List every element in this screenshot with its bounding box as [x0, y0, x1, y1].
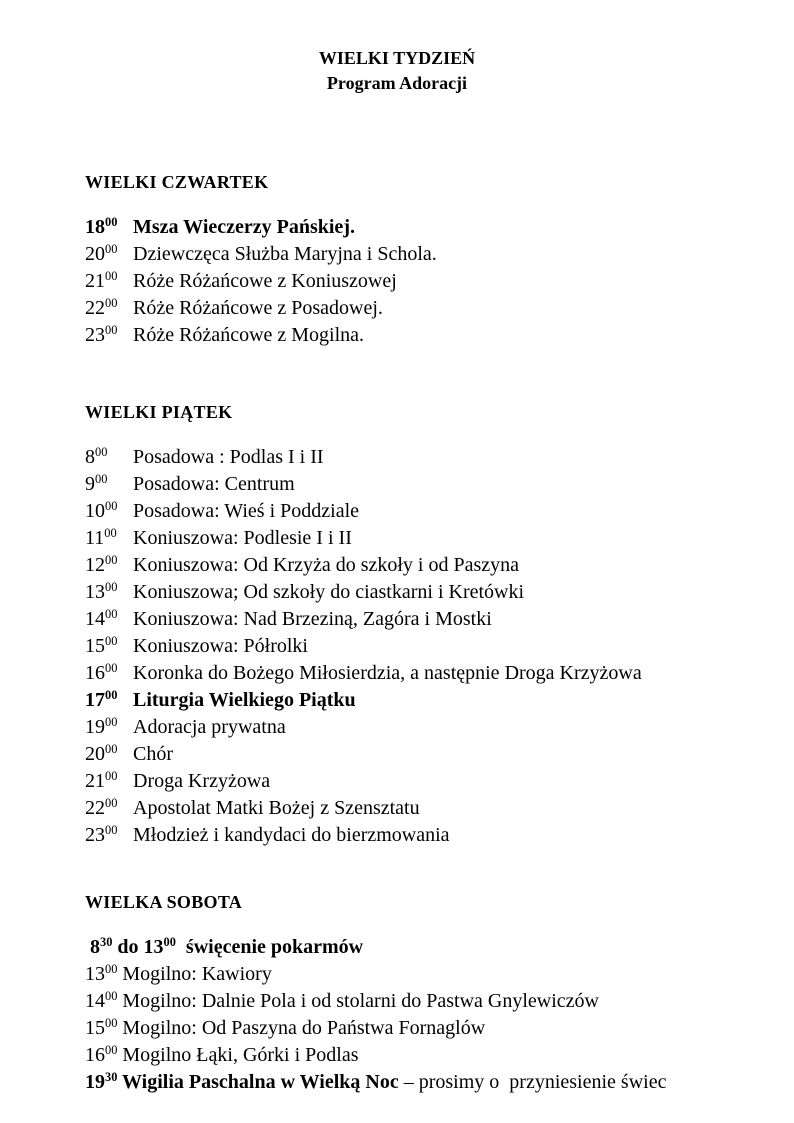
schedule-item — [85, 796, 734, 823]
item-text: Koniuszowa: Podlesie I i II — [133, 527, 352, 549]
schedule-item — [85, 215, 734, 242]
schedule-item — [85, 935, 734, 962]
item-time: $13^{00}$ — [85, 962, 118, 985]
item-text: Apostolat Matki Bożej z Szensztatu — [133, 797, 420, 819]
item-text: Koniuszowa: Nad Brzeziną, Zagóra i Mostki — [133, 608, 492, 630]
schedule-item — [85, 962, 734, 989]
item-text: Mogilno: Od Paszyna do Państwa Fornaglów — [117, 1017, 486, 1039]
item-time: $11^{00}$ — [85, 526, 117, 549]
schedule-item — [85, 1070, 734, 1097]
section-heading-czwartek: WIELKI CZWARTEK — [85, 172, 269, 192]
schedule-item — [85, 989, 734, 1016]
schedule-item — [85, 688, 734, 715]
section-heading-sobota: WIELKA SOBOTA — [85, 892, 243, 912]
item-time: $13^{00}$ — [85, 580, 118, 603]
item-text: Msza Wieczerzy Pańskiej. — [133, 216, 355, 238]
item-time: $16^{00}$ — [85, 661, 118, 684]
item-text: Róże Różańcowe z Posadowej. — [133, 297, 383, 319]
schedule-item — [85, 1043, 734, 1070]
item-time: $14^{00}$ — [85, 989, 118, 1012]
item-time: $22^{00}$ — [85, 796, 118, 819]
section-wielki-czwartek — [85, 170, 734, 350]
schedule-item — [85, 580, 734, 607]
item-time: $16^{00}$ — [85, 1043, 118, 1066]
item-time: $22^{00}$ — [85, 296, 118, 319]
schedule-item — [85, 526, 734, 553]
schedule-item — [85, 269, 734, 296]
schedule-list-piatek — [85, 445, 734, 850]
item-text: Koronka do Bożego Miłosierdzia, a następnie Droga Krzyżowa — [133, 662, 642, 684]
item-time: $18^{00}$ — [85, 215, 118, 238]
item-time: $20^{00}$ — [85, 742, 118, 765]
item-text: Chór — [133, 743, 173, 765]
item-time: $17^{00}$ — [85, 688, 118, 711]
schedule-item — [85, 553, 734, 580]
item-text: Dziewczęca Służba Maryjna i Schola. — [133, 243, 437, 265]
schedule-item — [85, 607, 734, 634]
document-subtitle: Program Adoracji — [326, 73, 468, 93]
item-time: $15^{00}$ — [85, 634, 118, 657]
schedule-item — [85, 323, 734, 350]
section-heading-piatek: WIELKI PIĄTEK — [85, 402, 233, 422]
item-text: święcenie pokarmów — [175, 936, 364, 958]
schedule-list-sobota — [85, 935, 734, 1097]
item-text: Wigilia Paschalna w Wielką Noc – prosimy o przyniesienie świec — [117, 1071, 667, 1093]
schedule-item — [85, 445, 734, 472]
item-time: $21^{00}$ — [85, 769, 118, 792]
document-title: WIELKI TYDZIEŃ — [318, 48, 476, 68]
document-title-block — [0, 46, 794, 96]
schedule-item — [85, 499, 734, 526]
item-text: Róże Różańcowe z Koniuszowej — [133, 270, 397, 292]
item-text: Mogilno: Kawiory — [117, 963, 272, 985]
item-text: Posadowa : Podlas I i II — [133, 446, 324, 468]
schedule-item — [85, 296, 734, 323]
item-time: $8^{00}$ — [85, 445, 108, 468]
item-time: $21^{00}$ — [85, 269, 118, 292]
section-wielka-sobota — [85, 890, 734, 1097]
section-wielki-piatek — [85, 400, 734, 850]
item-text: Koniuszowa: Od Krzyża do szkoły i od Paszyna — [133, 554, 520, 576]
item-text: Mogilno: Dalnie Pola i od stolarni do Pastwa Gnylewiczów — [117, 990, 599, 1012]
item-text: Adoracja prywatna — [133, 716, 286, 738]
item-text: Koniuszowa; Od szkoły do ciastkarni i Kretówki — [133, 581, 525, 603]
item-time: $9^{00}$ — [85, 472, 108, 495]
item-text: Róże Różańcowe z Mogilna. — [133, 324, 365, 346]
schedule-item — [85, 634, 734, 661]
item-time: $14^{00}$ — [85, 607, 118, 630]
schedule-item — [85, 242, 734, 269]
item-text: Koniuszowa: Półrolki — [133, 635, 308, 657]
schedule-item — [85, 1016, 734, 1043]
item-time: $15^{00}$ — [85, 1016, 118, 1039]
item-text: Droga Krzyżowa — [133, 770, 271, 792]
schedule-item — [85, 661, 734, 688]
item-text: Mogilno Łąki, Górki i Podlas — [117, 1044, 359, 1066]
schedule-item — [85, 823, 734, 850]
item-text: Liturgia Wielkiego Piątku — [133, 689, 356, 711]
item-time: $20^{00}$ — [85, 242, 118, 265]
schedule-list-czwartek — [85, 215, 734, 350]
item-text: Młodzież i kandydaci do bierzmowania — [133, 824, 450, 846]
item-time: $10^{00}$ — [85, 499, 118, 522]
item-time: $23^{00}$ — [85, 823, 118, 846]
item-time: $12^{00}$ — [85, 553, 118, 576]
item-time: $19^{30}$ — [85, 1070, 118, 1093]
item-text: Posadowa: Wieś i Poddziale — [133, 500, 360, 522]
schedule-item — [85, 742, 734, 769]
schedule-item — [85, 769, 734, 796]
item-time: $19^{00}$ — [85, 715, 118, 738]
item-time: $8^{30}$ do $13^{00}$ — [85, 935, 176, 958]
schedule-item — [85, 715, 734, 742]
item-text: Posadowa: Centrum — [133, 473, 295, 495]
item-time: $23^{00}$ — [85, 323, 118, 346]
schedule-item — [85, 472, 734, 499]
